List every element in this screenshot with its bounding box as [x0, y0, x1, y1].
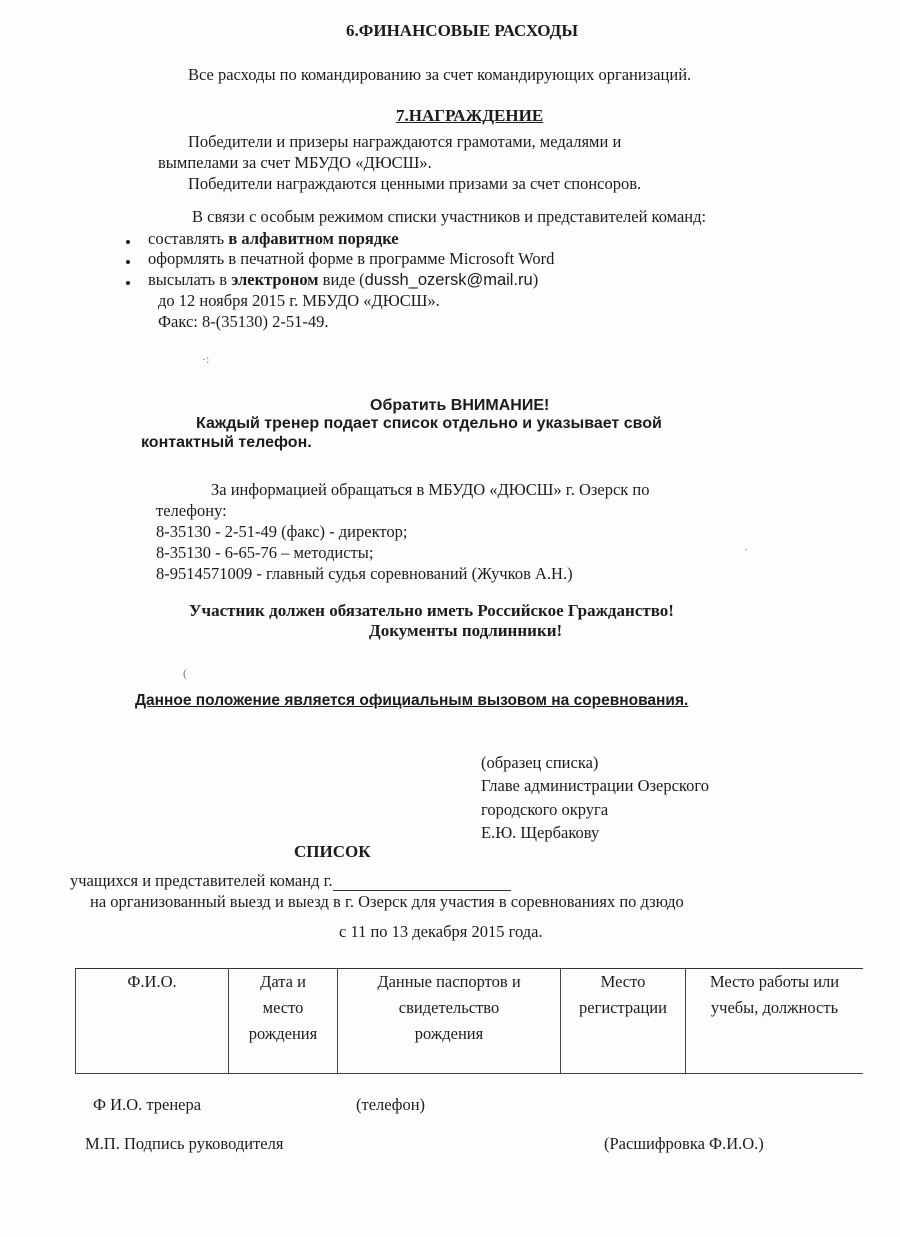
col-passport-label: Данные паспортов и: [377, 972, 521, 991]
col-fio-label: Ф.И.О.: [127, 972, 177, 991]
bullet-text: высылать в: [148, 270, 232, 289]
col-work-label: учебы, должность: [710, 998, 839, 1017]
bullet-icon: [126, 281, 130, 285]
col-registration-label: Место: [600, 972, 646, 991]
footer-coach: Ф И.О. тренера: [93, 1095, 202, 1114]
col-passport-label: свидетельство: [398, 998, 500, 1017]
col-work: [686, 969, 864, 1074]
col-registration: [561, 969, 686, 1074]
col-passport-label: рождения: [414, 1024, 484, 1043]
bullet-text: составлять: [148, 229, 229, 248]
fax: Факс: 8-(35130) 2-51-49.: [158, 312, 329, 331]
attention-line1: Каждый тренер подает список отдельно и указывает свой: [196, 415, 662, 432]
attention-line2: контактный телефон.: [141, 434, 312, 451]
bullet-bold-text: электроном: [231, 270, 319, 289]
info-line2: телефону:: [156, 501, 227, 520]
scan-speck: ·: [744, 542, 748, 556]
footer-stamp-signature: М.П. Подпись руководителя: [85, 1134, 284, 1153]
section7-title: 7.НАГРАЖДЕНИЕ: [396, 106, 544, 125]
blank-line: [333, 876, 511, 891]
section7-line3: Победители награждаются ценными призами за счет спонсоров.: [188, 174, 642, 193]
requirement-line1: Участник должен обязательно иметь Российское Гражданство!: [189, 601, 674, 620]
list-subtitle-text: учащихся и представителей команд г.: [70, 871, 333, 890]
official-call: Данное положение является официальным вызовом на соревнования.: [135, 692, 689, 709]
list-subtitle-line1: [70, 871, 511, 891]
scan-speck: ·:: [202, 352, 210, 366]
list-title: СПИСОК: [294, 842, 371, 861]
deadline: до 12 ноября 2015 г. МБУДО «ДЮСШ».: [158, 291, 440, 310]
section7-line1: Победители и призеры награждаются грамотами, медалями и: [188, 132, 622, 151]
section6-title: 6.ФИНАНСОВЫЕ РАСХОДЫ: [346, 21, 579, 40]
addressee-name: Е.Ю. Щербакову: [481, 823, 600, 842]
bullet-item-alphabetical: [148, 229, 399, 249]
col-work-label: Место работы или: [709, 972, 840, 991]
list-subtitle-line2: на организованный выезд и выезд в г. Озерск для участия в соревнованиях по дзюдо: [90, 892, 684, 911]
col-birth-label: место: [262, 998, 304, 1017]
col-birth-label: Дата и: [260, 972, 306, 991]
email-link[interactable]: dussh_ozersk@mail.ru: [364, 271, 533, 289]
info-phone-judge: 8-9514571009 - главный судья соревнований (Жучков А.Н.): [156, 564, 573, 583]
col-birth-label: рождения: [248, 1024, 318, 1043]
footer-phone: (телефон): [356, 1095, 426, 1114]
info-line1: За информацией обращаться в МБУДО «ДЮСШ» г. Озерск по: [211, 480, 650, 499]
bullet-item-email: [148, 270, 538, 290]
addressee-head: Главе администрации Озерского: [481, 776, 709, 795]
info-phone-methodists: 8-35130 - 6-65-76 – методисты;: [156, 543, 374, 562]
bullet-text: ): [532, 270, 539, 289]
section6-text: Все расходы по командированию за счет командирующих организаций.: [188, 65, 692, 84]
col-birth: [229, 969, 338, 1074]
scan-speck: (: [183, 666, 187, 680]
section7-line2: вымпелами за счет МБУДО «ДЮСШ».: [158, 153, 432, 172]
info-phone-director: 8-35130 - 2-51-49 (факс) - директор;: [156, 522, 408, 541]
lists-intro: В связи с особым режимом списки участников и представителей команд:: [192, 207, 707, 226]
addressee-sample: (образец списка): [481, 753, 599, 772]
addressee-district: городского округа: [481, 800, 609, 819]
col-fio: [76, 969, 229, 1074]
sample-list-table: [75, 968, 863, 1074]
bullet-bold-text: в алфавитном порядке: [228, 229, 399, 248]
list-subtitle-line3: с 11 по 13 декабря 2015 года.: [339, 922, 543, 941]
attention-title: Обратить ВНИМАНИЕ!: [370, 397, 550, 414]
bullet-icon: [126, 240, 130, 244]
requirement-line2: Документы подлинники!: [369, 621, 563, 640]
table-header-row: [76, 969, 864, 1074]
bullet-item-word: оформлять в печатной форме в программе Microsoft Word: [148, 249, 555, 268]
col-registration-label: регистрации: [579, 998, 667, 1017]
col-passport: [338, 969, 561, 1074]
bullet-text: виде (: [318, 270, 365, 289]
bullet-icon: [126, 260, 130, 264]
footer-decode: (Расшифровка Ф.И.О.): [604, 1134, 764, 1153]
